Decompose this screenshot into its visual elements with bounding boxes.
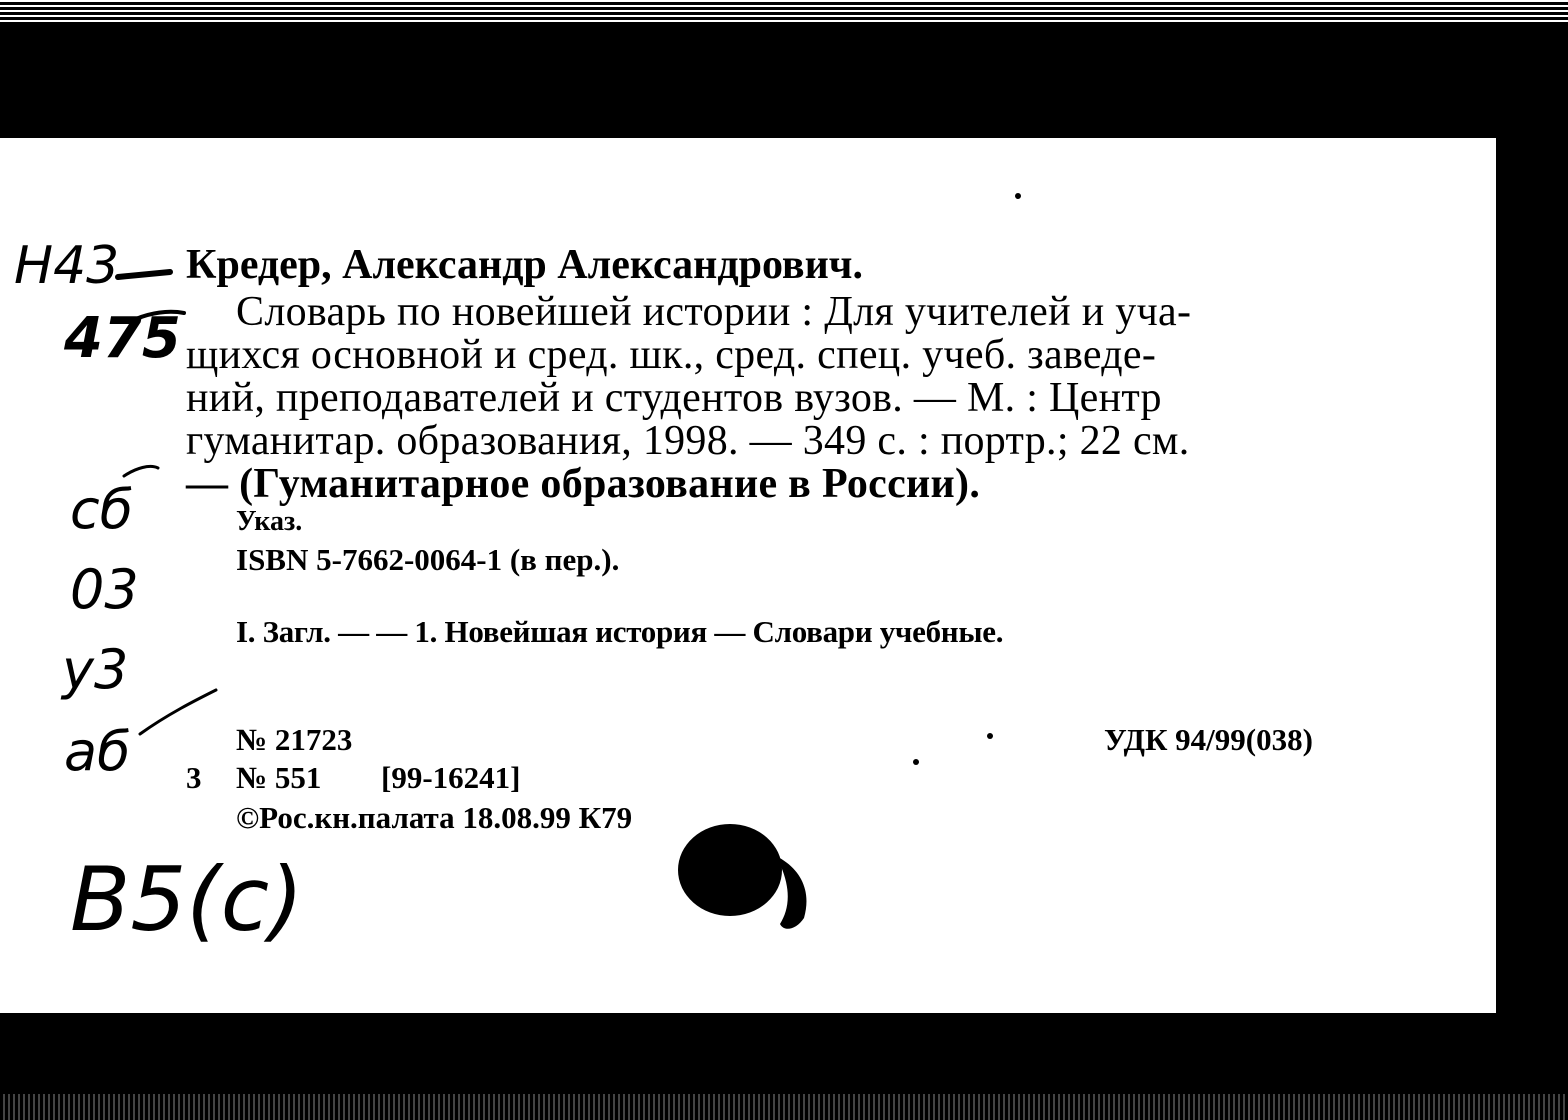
handwritten-margin-code-3: у3 (62, 638, 129, 701)
card-description-line-1: Словарь по новейшей истории : Для учителей и уча- (236, 289, 1192, 335)
card-description-line-3: ний, преподавателей и студентов вузов. — М. : Центр (186, 375, 1162, 421)
card-description-line-2: щихся основной и сред. шк., сред. спец. учеб. заведе- (186, 332, 1157, 378)
card-description-line-4: гуманитар. образования, 1998. — 349 с. : портр.; 22 см. (186, 418, 1190, 464)
handwritten-call-number-top: Н43 (14, 236, 120, 296)
handwritten-margin-code-1: сб (70, 478, 133, 541)
handwritten-margin-code-4: аб (64, 720, 131, 783)
ink-blot (0, 138, 1496, 1013)
card-udc: УДК 94/99(038) (1104, 722, 1313, 757)
card-copy-prefix: 3 (186, 760, 202, 795)
card-copy-number: № 551 (236, 760, 322, 795)
catalog-card (0, 138, 1496, 1013)
card-copyright: ©Рос.кн.палата 18.08.99 К79 (236, 800, 633, 835)
scan-bottom-border (0, 1094, 1568, 1120)
card-record-number: № 21723 (236, 722, 353, 757)
card-copy-registry: [99-16241] (381, 760, 521, 795)
handwritten-call-number-bottom: 475 (64, 306, 181, 371)
card-description-line-5: — (Гуманитарное образование в России). (186, 461, 981, 507)
card-isbn: ISBN 5-7662-0064-1 (в пер.). (236, 542, 620, 577)
card-subject-entry: I. Загл. — — 1. Новейшая история — Словари учебные. (236, 614, 1004, 649)
handwritten-margin-code-2: 03 (70, 558, 139, 621)
card-author: Кредер, Александр Александрович. (186, 242, 863, 288)
card-note: Указ. (236, 506, 303, 537)
handwritten-shelf-mark: В5(с) (70, 848, 304, 951)
scan-top-border (0, 0, 1568, 22)
